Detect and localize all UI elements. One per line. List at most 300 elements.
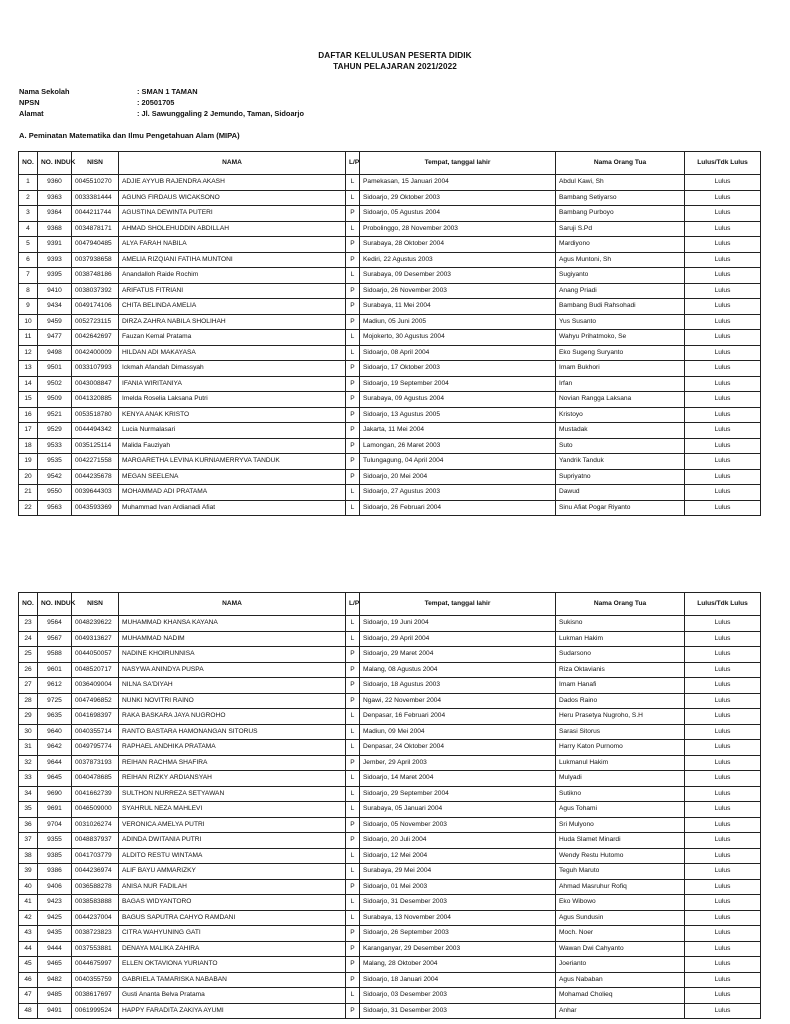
cell-no: 9 xyxy=(19,299,38,315)
cell-orang-tua: Bambang Setiyarso xyxy=(556,190,685,206)
cell-orang-tua: Sugiyanto xyxy=(556,268,685,284)
cell-no: 30 xyxy=(19,724,38,740)
cell-no-induk: 9410 xyxy=(38,283,72,299)
cell-nisn: 0039644303 xyxy=(72,485,119,501)
cell-no-induk: 9435 xyxy=(38,926,72,942)
cell-nama: MEGAN SEELENA xyxy=(119,469,346,485)
cell-ttl: Sidoarjo, 31 Desember 2003 xyxy=(360,1003,556,1019)
cell-nama: MARGARETHA LEVINA KURNIAMERRYVA TANDUK xyxy=(119,454,346,470)
cell-orang-tua: Ahmad Masruhur Rofiq xyxy=(556,879,685,895)
cell-nisn: 0045510270 xyxy=(72,175,119,191)
cell-ttl: Karanganyar, 29 Desember 2003 xyxy=(360,941,556,957)
cell-status: Lulus xyxy=(685,1003,761,1019)
cell-nisn: 0040355714 xyxy=(72,724,119,740)
cell-status: Lulus xyxy=(685,330,761,346)
cell-nama: REIHAN RIZKY ARDIANSYAH xyxy=(119,771,346,787)
cell-nisn: 0033381444 xyxy=(72,190,119,206)
cell-status: Lulus xyxy=(685,957,761,973)
cell-no: 10 xyxy=(19,314,38,330)
cell-lp: P xyxy=(346,662,360,678)
cell-no-induk: 9601 xyxy=(38,662,72,678)
cell-no: 6 xyxy=(19,252,38,268)
cell-orang-tua: Wawan Dwi Cahyanto xyxy=(556,941,685,957)
document-subtitle: TAHUN PELAJARAN 2021/2022 xyxy=(333,62,457,71)
cell-orang-tua: Moch. Noer xyxy=(556,926,685,942)
cell-no: 17 xyxy=(19,423,38,439)
table-row xyxy=(19,864,761,880)
cell-nama: RAPHAEL ANDHIKA PRATAMA xyxy=(119,740,346,756)
table-row xyxy=(19,221,761,237)
cell-no: 20 xyxy=(19,469,38,485)
cell-nama: Muhammad Ivan Ardianadi Afiat xyxy=(119,500,346,516)
cell-ttl: Tulungagung, 04 April 2004 xyxy=(360,454,556,470)
cell-orang-tua: Kristoyo xyxy=(556,407,685,423)
cell-status: Lulus xyxy=(685,175,761,191)
cell-orang-tua: Sarasi Sitorus xyxy=(556,724,685,740)
cell-no-induk: 9425 xyxy=(38,910,72,926)
cell-orang-tua: Saruji S.Pd xyxy=(556,221,685,237)
cell-no: 22 xyxy=(19,500,38,516)
table-header-row xyxy=(19,593,761,616)
cell-nisn: 0047940485 xyxy=(72,237,119,253)
table-row xyxy=(19,469,761,485)
cell-no-induk: 9588 xyxy=(38,647,72,663)
cell-no-induk: 9477 xyxy=(38,330,72,346)
cell-nisn: 0036409004 xyxy=(72,678,119,694)
table-row xyxy=(19,361,761,377)
cell-ttl: Sidoarjo, 20 Mei 2004 xyxy=(360,469,556,485)
cell-ttl: Sidoarjo, 27 Agustus 2003 xyxy=(360,485,556,501)
cell-nama: ELLEN OKTAVIONA YURIANTO xyxy=(119,957,346,973)
cell-nisn: 0049313627 xyxy=(72,631,119,647)
cell-orang-tua: Mulyadi xyxy=(556,771,685,787)
cell-no: 11 xyxy=(19,330,38,346)
cell-no-induk: 9444 xyxy=(38,941,72,957)
cell-no-induk: 9542 xyxy=(38,469,72,485)
cell-no: 23 xyxy=(19,616,38,632)
cell-lp: L xyxy=(346,988,360,1004)
cell-orang-tua: Mohamad Cholieq xyxy=(556,988,685,1004)
cell-ttl: Malang, 08 Agustus 2004 xyxy=(360,662,556,678)
cell-ttl: Sidoarjo, 08 April 2004 xyxy=(360,345,556,361)
cell-no: 24 xyxy=(19,631,38,647)
cell-lp: P xyxy=(346,647,360,663)
cell-no: 2 xyxy=(19,190,38,206)
cell-lp: L xyxy=(346,786,360,802)
cell-no: 35 xyxy=(19,802,38,818)
cell-no-induk: 9364 xyxy=(38,206,72,222)
cell-nama: GABRIELA TAMARISKA NABABAN xyxy=(119,972,346,988)
table-row xyxy=(19,376,761,392)
cell-no-induk: 9635 xyxy=(38,709,72,725)
cell-lp: L xyxy=(346,864,360,880)
cell-ttl: Sidoarjo, 20 Juli 2004 xyxy=(360,833,556,849)
table-row xyxy=(19,895,761,911)
cell-lp: L xyxy=(346,500,360,516)
table-header-row xyxy=(19,152,761,175)
cell-nisn: 0038037392 xyxy=(72,283,119,299)
cell-status: Lulus xyxy=(685,268,761,284)
cell-nisn: 0048837937 xyxy=(72,833,119,849)
cell-status: Lulus xyxy=(685,631,761,647)
cell-nisn: 0041698397 xyxy=(72,709,119,725)
cell-orang-tua: Bambang Budi Rahsohadi xyxy=(556,299,685,315)
table-row xyxy=(19,485,761,501)
cell-lp: L xyxy=(346,848,360,864)
cell-lp: P xyxy=(346,817,360,833)
cell-ttl: Jakarta, 11 Mei 2004 xyxy=(360,423,556,439)
cell-no-induk: 9690 xyxy=(38,786,72,802)
column-header-no: NO. xyxy=(19,593,38,616)
table-row xyxy=(19,500,761,516)
table-row xyxy=(19,647,761,663)
cell-no: 27 xyxy=(19,678,38,694)
cell-nisn: 0044235678 xyxy=(72,469,119,485)
table-row xyxy=(19,879,761,895)
cell-orang-tua: Sukisno xyxy=(556,616,685,632)
cell-status: Lulus xyxy=(685,988,761,1004)
cell-ttl: Pamekasan, 15 Januari 2004 xyxy=(360,175,556,191)
cell-nama: ARIFATUS FITRIANI xyxy=(119,283,346,299)
cell-no-induk: 9645 xyxy=(38,771,72,787)
table-row xyxy=(19,392,761,408)
cell-no: 46 xyxy=(19,972,38,988)
cell-lp: P xyxy=(346,237,360,253)
cell-nama: SULTHON NURREZA SETYAWAN xyxy=(119,786,346,802)
cell-orang-tua: Bambang Purboyo xyxy=(556,206,685,222)
cell-status: Lulus xyxy=(685,485,761,501)
cell-status: Lulus xyxy=(685,910,761,926)
cell-orang-tua: Harry Katon Purnomo xyxy=(556,740,685,756)
cell-nama: KENYA ANAK KRISTO xyxy=(119,407,346,423)
cell-status: Lulus xyxy=(685,237,761,253)
cell-nama: RANTO BASTARA HAMONANGAN SITORUS xyxy=(119,724,346,740)
cell-ttl: Sidoarjo, 05 November 2003 xyxy=(360,817,556,833)
cell-status: Lulus xyxy=(685,283,761,299)
cell-nisn: 0044236974 xyxy=(72,864,119,880)
cell-ttl: Ngawi, 22 November 2004 xyxy=(360,693,556,709)
cell-ttl: Sidoarjo, 18 Januari 2004 xyxy=(360,972,556,988)
table-row xyxy=(19,330,761,346)
table-row xyxy=(19,740,761,756)
cell-nisn: 0044211744 xyxy=(72,206,119,222)
cell-no-induk: 9459 xyxy=(38,314,72,330)
cell-nisn: 0042400009 xyxy=(72,345,119,361)
cell-orang-tua: Dados Raino xyxy=(556,693,685,709)
cell-no-induk: 9502 xyxy=(38,376,72,392)
cell-ttl: Sidoarjo, 26 November 2003 xyxy=(360,283,556,299)
cell-ttl: Sidoarjo, 29 Oktober 2003 xyxy=(360,190,556,206)
cell-status: Lulus xyxy=(685,314,761,330)
cell-no: 13 xyxy=(19,361,38,377)
cell-no-induk: 9529 xyxy=(38,423,72,439)
cell-status: Lulus xyxy=(685,895,761,911)
cell-no-induk: 9564 xyxy=(38,616,72,632)
cell-orang-tua: Eko Wibowo xyxy=(556,895,685,911)
cell-nama: HAPPY FARADITA ZAKIYA AYUMI xyxy=(119,1003,346,1019)
cell-nama: NADINE KHOIRUNNISA xyxy=(119,647,346,663)
cell-nisn: 0034878171 xyxy=(72,221,119,237)
cell-nama: ADJIE AYYUB RAJENDRA AKASH xyxy=(119,175,346,191)
cell-no-induk: 9612 xyxy=(38,678,72,694)
cell-lp: P xyxy=(346,879,360,895)
cell-nisn: 0036588278 xyxy=(72,879,119,895)
table-row xyxy=(19,190,761,206)
cell-no: 48 xyxy=(19,1003,38,1019)
table-row xyxy=(19,941,761,957)
cell-orang-tua: Suto xyxy=(556,438,685,454)
cell-no: 25 xyxy=(19,647,38,663)
cell-nisn: 0043593369 xyxy=(72,500,119,516)
cell-lp: P xyxy=(346,755,360,771)
cell-no: 18 xyxy=(19,438,38,454)
cell-status: Lulus xyxy=(685,740,761,756)
cell-status: Lulus xyxy=(685,376,761,392)
cell-status: Lulus xyxy=(685,190,761,206)
cell-ttl: Sidoarjo, 26 September 2003 xyxy=(360,926,556,942)
cell-no-induk: 9423 xyxy=(38,895,72,911)
column-header-nama: NAMA xyxy=(119,593,346,616)
cell-no-induk: 9368 xyxy=(38,221,72,237)
cell-nama: AGUSTINA DEWINTA PUTERI xyxy=(119,206,346,222)
cell-status: Lulus xyxy=(685,423,761,439)
cell-nisn: 0037938658 xyxy=(72,252,119,268)
cell-nisn: 0042271558 xyxy=(72,454,119,470)
cell-lp: L xyxy=(346,895,360,911)
cell-no: 12 xyxy=(19,345,38,361)
cell-orang-tua: Agus Sundusin xyxy=(556,910,685,926)
cell-nisn: 0049174106 xyxy=(72,299,119,315)
cell-no: 15 xyxy=(19,392,38,408)
table-row xyxy=(19,299,761,315)
table-row xyxy=(19,910,761,926)
column-header-no: NO. xyxy=(19,152,38,175)
cell-orang-tua: Imam Bukhori xyxy=(556,361,685,377)
cell-orang-tua: Anang Priadi xyxy=(556,283,685,299)
cell-no: 38 xyxy=(19,848,38,864)
cell-nama: CHITA BELINDA AMELIA xyxy=(119,299,346,315)
table-row xyxy=(19,926,761,942)
cell-lp: P xyxy=(346,678,360,694)
table-row xyxy=(19,662,761,678)
column-header-orang-tua: Nama Orang Tua xyxy=(556,593,685,616)
cell-nama: MUHAMMAD NADIM xyxy=(119,631,346,647)
cell-no: 40 xyxy=(19,879,38,895)
cell-lp: P xyxy=(346,957,360,973)
table-row xyxy=(19,848,761,864)
cell-nama: AGUNG FIRDAUS WICAKSONO xyxy=(119,190,346,206)
document-title: DAFTAR KELULUSAN PESERTA DIDIK xyxy=(318,51,472,60)
cell-nisn: 0037553881 xyxy=(72,941,119,957)
cell-ttl: Malang, 28 Oktober 2004 xyxy=(360,957,556,973)
cell-nama: Imelda Roselia Laksana Putri xyxy=(119,392,346,408)
cell-orang-tua: Sutikno xyxy=(556,786,685,802)
cell-lp: L xyxy=(346,910,360,926)
cell-orang-tua: Heru Prasetya Nugroho, S.H xyxy=(556,709,685,725)
cell-status: Lulus xyxy=(685,392,761,408)
table-row xyxy=(19,678,761,694)
table-row xyxy=(19,833,761,849)
school-name-value: : SMAN 1 TAMAN xyxy=(137,87,198,96)
cell-ttl: Mojokerto, 30 Agustus 2004 xyxy=(360,330,556,346)
cell-nisn: 0038748186 xyxy=(72,268,119,284)
table-row xyxy=(19,972,761,988)
cell-no: 7 xyxy=(19,268,38,284)
cell-no-induk: 9498 xyxy=(38,345,72,361)
cell-nisn: 0031026274 xyxy=(72,817,119,833)
cell-ttl: Surabaya, 11 Mei 2004 xyxy=(360,299,556,315)
cell-ttl: Surabaya, 13 November 2004 xyxy=(360,910,556,926)
cell-orang-tua: Joerianto xyxy=(556,957,685,973)
cell-ttl: Sidoarjo, 26 Februari 2004 xyxy=(360,500,556,516)
cell-nama: IFANIA WIRITANIYA xyxy=(119,376,346,392)
cell-no: 3 xyxy=(19,206,38,222)
cell-status: Lulus xyxy=(685,926,761,942)
cell-nisn: 0046509000 xyxy=(72,802,119,818)
cell-nisn: 0040478685 xyxy=(72,771,119,787)
cell-no-induk: 9550 xyxy=(38,485,72,501)
cell-nisn: 0037873193 xyxy=(72,755,119,771)
cell-no-induk: 9725 xyxy=(38,693,72,709)
cell-status: Lulus xyxy=(685,678,761,694)
cell-no: 41 xyxy=(19,895,38,911)
cell-lp: P xyxy=(346,833,360,849)
cell-no: 28 xyxy=(19,693,38,709)
cell-no: 32 xyxy=(19,755,38,771)
cell-orang-tua: Abdul Kawi, Sh xyxy=(556,175,685,191)
school-name-label: Nama Sekolah xyxy=(19,87,70,96)
cell-orang-tua: Sinu Afiat Pogar Riyanto xyxy=(556,500,685,516)
column-header-status: Lulus/Tdk Lulus xyxy=(685,152,761,175)
cell-nama: SYAHRUL NEZA MAHLEVI xyxy=(119,802,346,818)
cell-ttl: Sidoarjo, 13 Agustus 2005 xyxy=(360,407,556,423)
cell-orang-tua: Teguh Maruto xyxy=(556,864,685,880)
table-row xyxy=(19,283,761,299)
table-row xyxy=(19,175,761,191)
column-header-orang-tua: Nama Orang Tua xyxy=(556,152,685,175)
cell-no: 42 xyxy=(19,910,38,926)
cell-lp: P xyxy=(346,206,360,222)
cell-lp: L xyxy=(346,221,360,237)
cell-ttl: Lamongan, 26 Maret 2003 xyxy=(360,438,556,454)
cell-no-induk: 9535 xyxy=(38,454,72,470)
cell-nama: BAGUS SAPUTRA CAHYO RAMDANI xyxy=(119,910,346,926)
cell-no-induk: 9491 xyxy=(38,1003,72,1019)
cell-ttl: Denpasar, 16 Februari 2004 xyxy=(360,709,556,725)
cell-nama: AHMAD SHOLEHUDDIN ABDILLAH xyxy=(119,221,346,237)
cell-status: Lulus xyxy=(685,833,761,849)
table-row xyxy=(19,438,761,454)
cell-lp: P xyxy=(346,693,360,709)
cell-nisn: 0038617697 xyxy=(72,988,119,1004)
cell-nisn: 0035125114 xyxy=(72,438,119,454)
cell-ttl: Denpasar, 24 Oktober 2004 xyxy=(360,740,556,756)
cell-nama: BAGAS WIDYANTORO xyxy=(119,895,346,911)
school-npsn-row xyxy=(19,98,174,107)
cell-no: 36 xyxy=(19,817,38,833)
cell-no: 21 xyxy=(19,485,38,501)
cell-nisn: 0040355759 xyxy=(72,972,119,988)
cell-ttl: Sidoarjo, 14 Maret 2004 xyxy=(360,771,556,787)
cell-lp: P xyxy=(346,299,360,315)
cell-lp: P xyxy=(346,941,360,957)
column-header-ttl: Tempat, tanggal lahir xyxy=(360,152,556,175)
cell-ttl: Sidoarjo, 12 Mei 2004 xyxy=(360,848,556,864)
cell-nisn: 0041662739 xyxy=(72,786,119,802)
cell-nama: Lucia Nurmalasari xyxy=(119,423,346,439)
cell-ttl: Sidoarjo, 29 September 2004 xyxy=(360,786,556,802)
table-row xyxy=(19,988,761,1004)
table-row xyxy=(19,345,761,361)
cell-lp: P xyxy=(346,423,360,439)
cell-lp: P xyxy=(346,252,360,268)
cell-lp: L xyxy=(346,740,360,756)
cell-no-induk: 9386 xyxy=(38,864,72,880)
cell-lp: P xyxy=(346,438,360,454)
cell-no-induk: 9644 xyxy=(38,755,72,771)
cell-orang-tua: Sri Mulyono xyxy=(556,817,685,833)
cell-nisn: 0041320885 xyxy=(72,392,119,408)
cell-orang-tua: Agus Nababan xyxy=(556,972,685,988)
cell-lp: L xyxy=(346,330,360,346)
cell-status: Lulus xyxy=(685,469,761,485)
cell-no-induk: 9465 xyxy=(38,957,72,973)
cell-lp: L xyxy=(346,802,360,818)
cell-nisn: 0033107993 xyxy=(72,361,119,377)
table-row xyxy=(19,957,761,973)
cell-nisn: 0048520717 xyxy=(72,662,119,678)
cell-status: Lulus xyxy=(685,662,761,678)
table-row xyxy=(19,771,761,787)
cell-status: Lulus xyxy=(685,647,761,663)
cell-ttl: Sidoarjo, 29 April 2004 xyxy=(360,631,556,647)
cell-status: Lulus xyxy=(685,221,761,237)
cell-nama: NILNA SA'DIYAH xyxy=(119,678,346,694)
cell-lp: L xyxy=(346,631,360,647)
cell-orang-tua: Mardiyono xyxy=(556,237,685,253)
cell-no: 29 xyxy=(19,709,38,725)
cell-status: Lulus xyxy=(685,345,761,361)
cell-orang-tua: Mustadak xyxy=(556,423,685,439)
cell-nama: REIHAN RACHMA SHAFIRA xyxy=(119,755,346,771)
cell-lp: L xyxy=(346,724,360,740)
section-title: A. Peminatan Matematika dan Ilmu Pengetahuan Alam (MIPA) xyxy=(19,131,240,140)
cell-orang-tua: Eko Sugeng Suryanto xyxy=(556,345,685,361)
cell-orang-tua: Irfan xyxy=(556,376,685,392)
cell-status: Lulus xyxy=(685,361,761,377)
column-header-lp: L/P xyxy=(346,152,360,175)
cell-orang-tua: Huda Slamet Minardi xyxy=(556,833,685,849)
column-header-status: Lulus/Tdk Lulus xyxy=(685,593,761,616)
cell-no: 1 xyxy=(19,175,38,191)
table-row xyxy=(19,724,761,740)
cell-nama: ALYA FARAH NABILA xyxy=(119,237,346,253)
cell-no: 37 xyxy=(19,833,38,849)
cell-nama: ALIF BAYU AMMARIZKY xyxy=(119,864,346,880)
cell-no-induk: 9406 xyxy=(38,879,72,895)
cell-nisn: 0044494342 xyxy=(72,423,119,439)
cell-status: Lulus xyxy=(685,848,761,864)
cell-ttl: Surabaya, 09 Agustus 2004 xyxy=(360,392,556,408)
table-row xyxy=(19,693,761,709)
cell-no-induk: 9360 xyxy=(38,175,72,191)
cell-lp: P xyxy=(346,283,360,299)
cell-orang-tua: Supriyatno xyxy=(556,469,685,485)
table-row xyxy=(19,1003,761,1019)
cell-lp: P xyxy=(346,1003,360,1019)
cell-ttl: Surabaya, 09 Desember 2003 xyxy=(360,268,556,284)
table-row xyxy=(19,454,761,470)
